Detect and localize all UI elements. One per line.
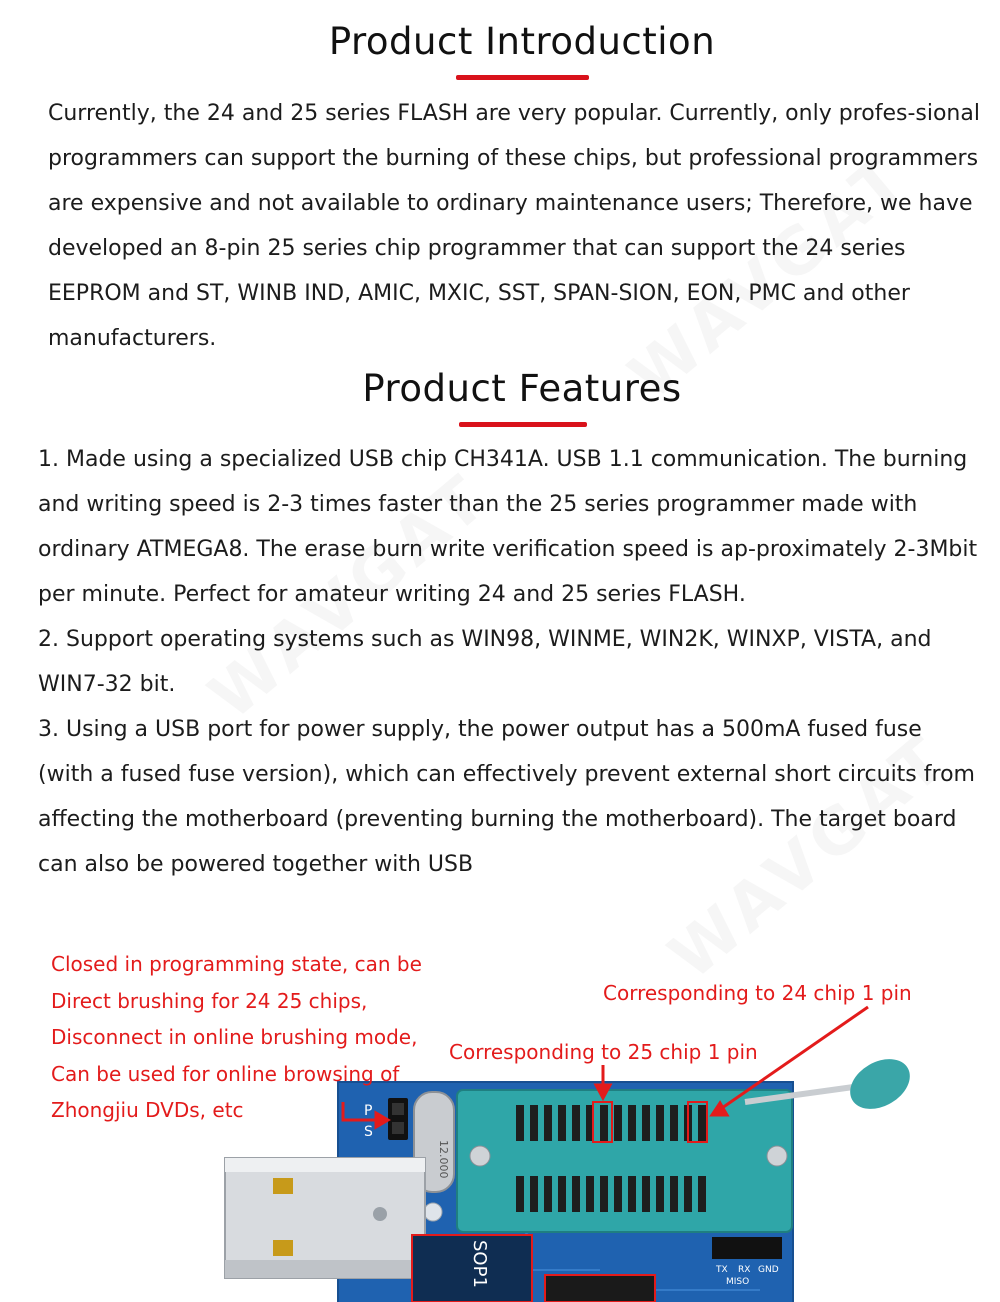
feature-item: 2. Support operating systems such as WIN98, WINME, WIN2K, WINXP, VISTA, and WIN7-32 bit. — [38, 627, 932, 697]
jumper-annotation — [51, 946, 451, 1129]
socket-screw — [767, 1146, 787, 1166]
led — [424, 1203, 442, 1221]
lever-ball — [841, 1049, 918, 1119]
ch341-chip — [545, 1275, 655, 1302]
intro-paragraph: Currently, the 24 and 25 series FLASH are very popular. Currently, only profes-sional programmers can support the burning of these chips, but professional programmers are expensive and not available to ordinary maintenance users; Therefore, we have developed an 8-pin 25 series chip programmer that can support the 24 series EEPROM and ST, WINB IND, AMIC, MXIC, SST, SPAN-SION, EON, PMC and other manufacturers. — [48, 101, 980, 351]
features-title: Product Features — [362, 367, 682, 410]
crystal-label: 12.000 — [437, 1140, 450, 1179]
conn-tx: TX — [716, 1265, 728, 1275]
features-title-underline — [459, 422, 587, 427]
features-list — [38, 437, 983, 887]
chip25-annotation: Corresponding to 25 chip 1 pin — [449, 1040, 758, 1064]
conn-gnd: GND — [758, 1265, 779, 1275]
intro-title-underline — [456, 75, 589, 80]
conn-miso: MISO — [726, 1277, 750, 1287]
conn-rx: RX — [738, 1265, 751, 1275]
chip24-annotation: Corresponding to 24 chip 1 pin — [603, 981, 912, 1005]
zif-socket — [457, 1090, 792, 1232]
intro-title: Product Introduction — [328, 20, 716, 63]
jumper-annotation-line: Disconnect in online brushing mode, — [51, 1025, 418, 1049]
pin-header — [712, 1237, 782, 1259]
jumper-annotation-line: Closed in programming state, can be — [51, 952, 422, 976]
jumper-label-s: S — [364, 1124, 373, 1140]
jumper-label-p: P — [364, 1103, 373, 1119]
jumper-annotation-line: Can be used for online browsing of — [51, 1061, 400, 1086]
jumper-annotation-line: Direct brushing for 24 25 chips, — [51, 988, 368, 1013]
jumper-annotation-line: Zhongjiu DVDs, etc — [51, 1098, 244, 1122]
sop-label: SOP1 — [469, 1240, 490, 1288]
feature-item: 3. Using a USB port for power supply, the power output has a 500mA fused fuse (with a fused fuse version), which can effectively prevent external short circuits from affecting the motherboard (preventing burning the motherboard). The target board can also be powered together with USB — [38, 717, 975, 877]
socket-screw — [470, 1146, 490, 1166]
feature-item: 1. Made using a specialized USB chip CH341A. USB 1.1 communication. The burning and writing speed is 2-3 times faster than the 25 series programmer made with ordinary ATMEGA8. The erase burn write verification speed is ap-proximately 2-3Mbit per minute. Perfect for amateur writing 24 and 25 series FLASH. — [38, 447, 978, 607]
